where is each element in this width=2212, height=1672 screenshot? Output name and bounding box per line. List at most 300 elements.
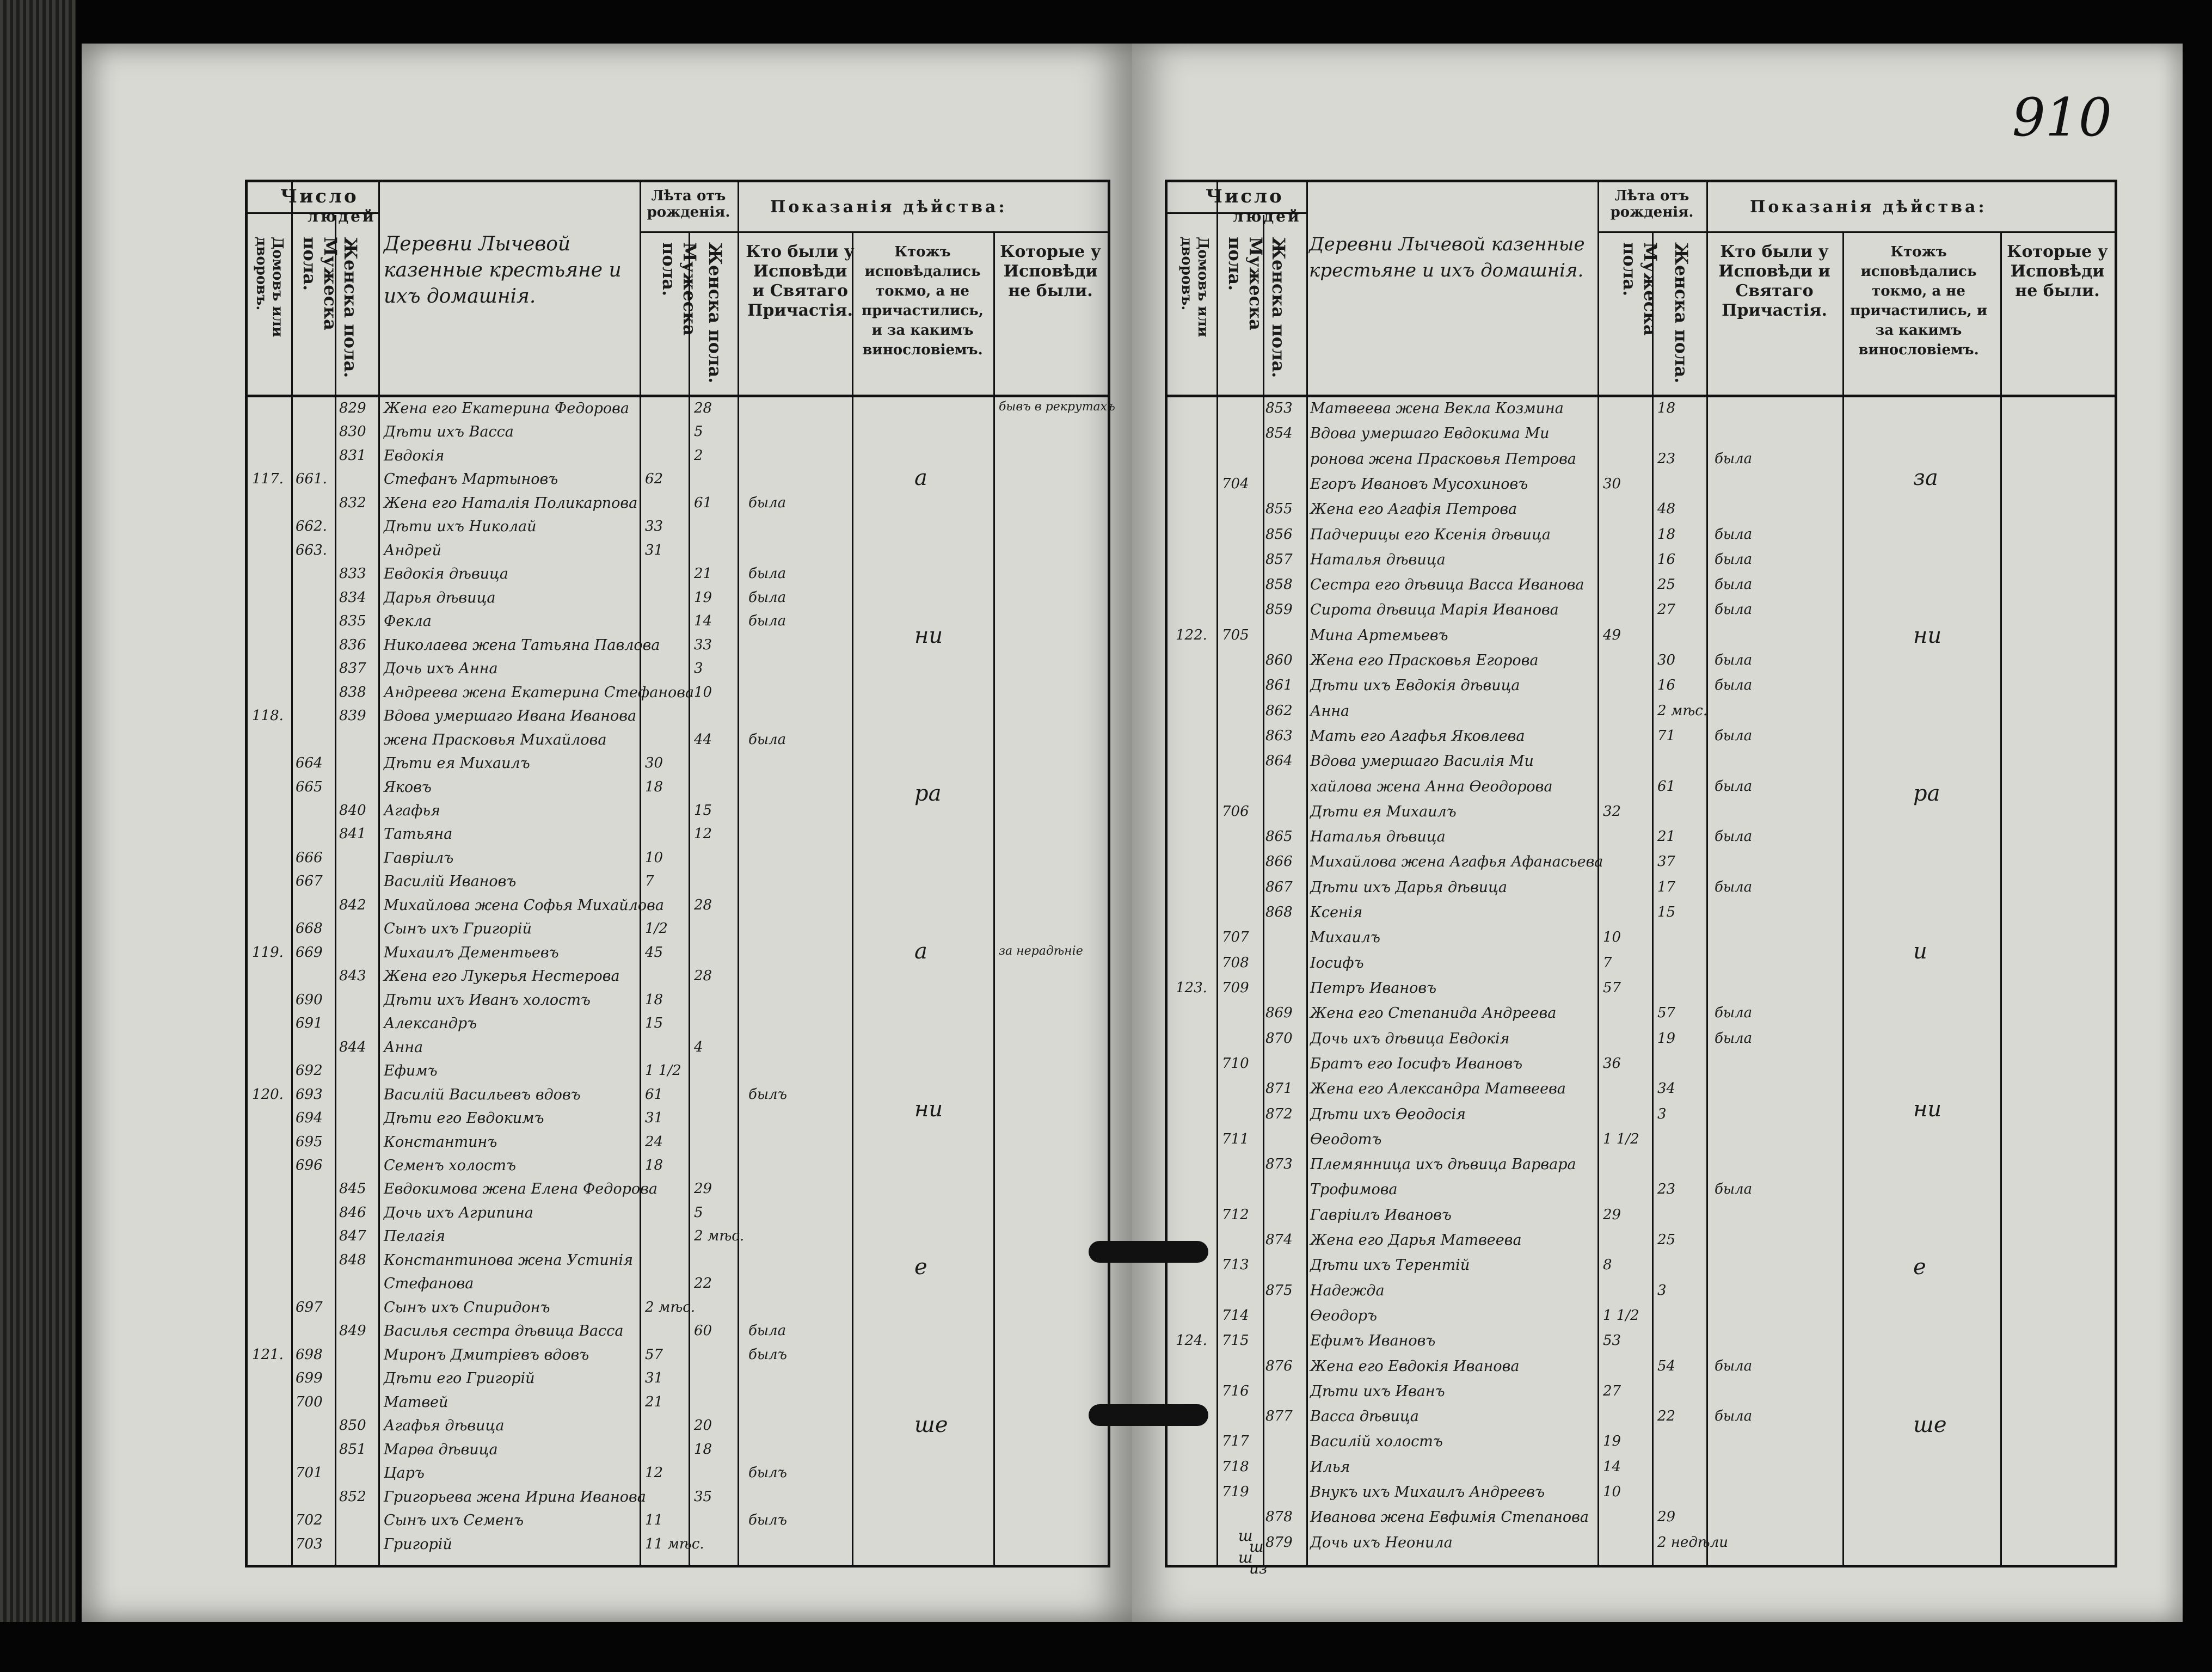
person-name: Дочь ихъ Анна xyxy=(384,660,498,678)
female-number: 841 xyxy=(339,826,366,843)
age-female: 18 xyxy=(694,1441,712,1458)
person-name: Наталья дѣвица xyxy=(1310,551,1446,568)
footer-note: ш xyxy=(1249,1538,1264,1556)
female-number: 853 xyxy=(1265,400,1293,416)
male-number: 707 xyxy=(1222,929,1249,946)
left-table xyxy=(245,180,1115,1568)
person-name: Сынъ ихъ Григорій xyxy=(384,920,532,938)
age-female: 10 xyxy=(694,684,712,700)
table-row xyxy=(1168,1383,2115,1403)
age-female: 16 xyxy=(1657,551,1676,568)
female-number: 833 xyxy=(339,565,366,582)
person-name: Василій холостъ xyxy=(1310,1433,1443,1450)
person-name: Іосифъ xyxy=(1310,954,1364,972)
age-female: 15 xyxy=(694,802,712,819)
age-male: 27 xyxy=(1603,1382,1621,1399)
male-number: 718 xyxy=(1222,1458,1249,1475)
table-row xyxy=(1168,778,2115,798)
table-row xyxy=(1168,955,2115,975)
person-name: Агафья дѣвица xyxy=(384,1417,505,1435)
person-name: Пелагія xyxy=(384,1228,445,1245)
person-name: Падчерицы его Ксенія дѣвица xyxy=(1310,526,1551,543)
person-name: Васса дѣвица xyxy=(1310,1408,1419,1425)
village-heading: Деревни Лычевой казенные крестьяне и ихъ домашнія. xyxy=(1309,233,1585,281)
table-row xyxy=(248,613,1108,633)
person-name: Надежда xyxy=(1310,1282,1385,1299)
person-name: Петръ Ивановъ xyxy=(1310,980,1437,997)
age-male: 45 xyxy=(645,944,663,961)
confessed-mark: была xyxy=(748,731,787,748)
age-male: 1/2 xyxy=(645,920,668,937)
village-heading: Деревни Лычевой казенные крестьяне и ихъ домашнія. xyxy=(384,233,622,308)
table-row xyxy=(1168,476,2115,496)
female-number: 875 xyxy=(1265,1282,1293,1299)
confessed-mark: была xyxy=(1715,526,1753,543)
age-male: 31 xyxy=(645,1110,663,1127)
folio-number: 910 xyxy=(2012,87,2112,148)
male-number: 709 xyxy=(1222,980,1249,996)
table-row xyxy=(1168,1156,2115,1176)
table-row xyxy=(248,992,1108,1012)
person-name: Михаилъ Дементьевъ xyxy=(384,944,559,961)
female-number: 848 xyxy=(339,1251,366,1268)
age-male: 15 xyxy=(645,1015,663,1032)
age-male: 30 xyxy=(1603,475,1621,492)
age-male: 31 xyxy=(645,542,663,558)
table-row xyxy=(248,637,1108,657)
age-female: 21 xyxy=(694,565,712,582)
female-number: 866 xyxy=(1265,853,1293,870)
table-row xyxy=(1168,1131,2115,1151)
person-name: ронова жена Прасковья Петрова xyxy=(1310,450,1576,468)
age-male-col-header: Мужеска пола. xyxy=(659,242,700,336)
table-row xyxy=(248,1086,1108,1107)
household-number: 117. xyxy=(252,471,284,488)
age-female: 23 xyxy=(1657,1181,1676,1198)
age-male: 49 xyxy=(1603,626,1621,643)
age-male: 33 xyxy=(645,518,663,535)
age-male: 19 xyxy=(1603,1433,1621,1450)
table-row xyxy=(1168,451,2115,471)
table-row xyxy=(248,518,1108,538)
female-col-header: Женска пола. xyxy=(1268,237,1289,378)
margin-mark: ни xyxy=(914,623,943,648)
age-male: 11 xyxy=(645,1512,663,1529)
age-male: 61 xyxy=(645,1086,663,1103)
table-row xyxy=(1168,853,2115,874)
table-row xyxy=(1168,627,2115,647)
male-number: 664 xyxy=(296,755,323,772)
age-male: 8 xyxy=(1603,1257,1612,1274)
person-name: Дѣти ея Михаилъ xyxy=(1310,803,1457,820)
table-row xyxy=(248,447,1108,468)
table-row xyxy=(248,850,1108,870)
table-row xyxy=(1168,904,2115,924)
not-confessed-col-header: Которые у Исповѣди не были. xyxy=(1000,242,1101,300)
person-name: Иванова жена Евфимія Степанова xyxy=(1310,1509,1589,1526)
male-number: 665 xyxy=(296,778,323,795)
person-name: Дѣти ихъ Дарья дѣвица xyxy=(1310,878,1508,896)
person-name: Стефанова xyxy=(384,1275,474,1293)
age-female: 28 xyxy=(694,896,712,913)
age-male: 29 xyxy=(1603,1206,1621,1223)
person-name: Дочь ихъ дѣвица Евдокія xyxy=(1310,1030,1510,1047)
female-number: 838 xyxy=(339,684,366,700)
male-number: 715 xyxy=(1222,1332,1249,1349)
household-number: 123. xyxy=(1176,980,1207,996)
age-male: 2 мѣс. xyxy=(645,1299,696,1316)
person-name: Дѣти ихъ Евдокія дѣвица xyxy=(1310,677,1520,694)
male-number: 668 xyxy=(296,920,323,937)
age-male: 1 1/2 xyxy=(645,1062,681,1079)
age-female: 19 xyxy=(1657,1030,1676,1047)
person-name: Дѣти ихъ Иванъ холостъ xyxy=(384,991,591,1009)
age-male: 36 xyxy=(1603,1055,1621,1072)
male-number: 712 xyxy=(1222,1206,1249,1223)
female-number: 863 xyxy=(1265,727,1293,744)
table-row xyxy=(248,732,1108,752)
confessed-mark: была xyxy=(1715,878,1753,895)
male-number: 692 xyxy=(296,1062,323,1079)
age-female: 48 xyxy=(1657,501,1676,518)
person-name: Сирота дѣвица Марія Иванова xyxy=(1310,601,1559,619)
male-number: 662. xyxy=(296,518,327,535)
person-name: Дѣти ихъ Николай xyxy=(384,518,537,536)
table-row xyxy=(248,1134,1108,1154)
male-number: 691 xyxy=(296,1015,323,1032)
age-male: 18 xyxy=(645,1157,663,1174)
person-name: Сестра его дѣвица Васса Иванова xyxy=(1310,576,1584,594)
person-name: Өеодоръ xyxy=(1310,1307,1378,1324)
margin-mark: е xyxy=(1913,1255,1926,1280)
table-row xyxy=(248,1512,1108,1532)
table-row xyxy=(1168,1080,2115,1101)
female-number: 859 xyxy=(1265,601,1293,618)
right-page xyxy=(1132,44,2183,1622)
confessed-mark: была xyxy=(1715,778,1753,795)
header-rule xyxy=(1597,231,1706,233)
person-name: Жена его Степанида Андреева xyxy=(1310,1005,1557,1022)
table-row xyxy=(248,1015,1108,1035)
age-female: 18 xyxy=(1657,526,1676,543)
male-number: 690 xyxy=(296,991,323,1008)
person-name: Жена его Прасковья Егорова xyxy=(1310,652,1539,669)
age-male: 53 xyxy=(1603,1332,1621,1349)
table-row xyxy=(1168,551,2115,571)
table-row xyxy=(1168,728,2115,748)
male-number: 702 xyxy=(296,1512,323,1529)
table-row xyxy=(1168,1257,2115,1277)
age-female: 5 xyxy=(694,1204,703,1221)
person-name: Наталья дѣвица xyxy=(1310,828,1446,846)
table-row xyxy=(1168,803,2115,823)
margin-mark: ше xyxy=(914,1412,948,1437)
table-row xyxy=(1168,1459,2115,1479)
female-number: 847 xyxy=(339,1228,366,1245)
confessed-only-col-header: Ктожъ исповѣдались токмо, а не причастились, и за какимъ винословіемъ. xyxy=(1850,244,1988,358)
household-number: 119. xyxy=(252,944,284,961)
people-group-label: людей xyxy=(308,207,376,225)
person-name: Царъ xyxy=(384,1465,425,1482)
table-row xyxy=(1168,1030,2115,1050)
female-number: 842 xyxy=(339,896,366,913)
header-rule xyxy=(1168,212,1306,214)
table-row xyxy=(1168,703,2115,723)
table-row xyxy=(248,1157,1108,1177)
age-female: 2 xyxy=(694,447,703,464)
confessed-mark: была xyxy=(1715,828,1753,845)
age-female: 61 xyxy=(1657,778,1676,795)
confessed-mark: была xyxy=(748,1323,787,1339)
margin-mark: ни xyxy=(1913,623,1942,648)
person-name: Николаева жена Татьяна Павлова xyxy=(384,636,660,654)
table-row xyxy=(1168,828,2115,849)
male-number: 695 xyxy=(296,1133,323,1150)
binding-string xyxy=(1089,1404,1208,1426)
age-female: 2 мѣс. xyxy=(694,1228,745,1245)
margin-mark: ни xyxy=(914,1097,943,1122)
confessed-mark: была xyxy=(1715,727,1753,744)
footer-note: ш xyxy=(1238,1548,1253,1566)
female-number: 830 xyxy=(339,423,366,440)
margin-mark: за xyxy=(1913,465,1938,490)
confessed-mark: была xyxy=(748,565,787,582)
confessed-mark: была xyxy=(1715,601,1753,618)
age-male: 18 xyxy=(645,991,663,1008)
table-row xyxy=(1168,501,2115,521)
age-male: 7 xyxy=(1603,954,1612,971)
confessed-mark: былъ xyxy=(748,1512,787,1529)
person-name: Жена его Александра Матвеева xyxy=(1310,1080,1566,1098)
male-number: 713 xyxy=(1222,1257,1249,1274)
table-row xyxy=(1168,1282,2115,1302)
age-female: 16 xyxy=(1657,677,1676,694)
table-row xyxy=(1168,1207,2115,1227)
female-number: 872 xyxy=(1265,1105,1293,1122)
table-row xyxy=(248,1347,1108,1367)
person-name: Мина Артемьевъ xyxy=(1310,626,1448,644)
table-row xyxy=(248,542,1108,562)
age-female: 17 xyxy=(1657,878,1676,895)
male-number: 667 xyxy=(296,873,323,890)
households-col-header: Домовъ или дворовъ. xyxy=(253,237,286,337)
age-female: 3 xyxy=(1657,1282,1667,1299)
table-row xyxy=(248,1275,1108,1295)
person-name: Вдова умершаго Василія Ми xyxy=(1310,753,1534,770)
table-row xyxy=(1168,1358,2115,1378)
footer-note: ш xyxy=(1238,1527,1253,1545)
person-name: Мать его Агафья Яковлева xyxy=(1310,727,1525,745)
age-male: 10 xyxy=(645,849,663,866)
female-number: 857 xyxy=(1265,551,1293,568)
age-male: 31 xyxy=(645,1370,663,1387)
person-name: Евдокимова жена Елена Федорова xyxy=(384,1181,658,1198)
confessed-mark: былъ xyxy=(748,1086,787,1103)
table-row xyxy=(248,1394,1108,1414)
table-row xyxy=(248,944,1108,964)
male-number: 693 xyxy=(296,1086,323,1103)
person-name: Жена его Агафія Петрова xyxy=(1310,501,1517,518)
person-name: Дарья дѣвица xyxy=(384,589,496,606)
table-row xyxy=(248,471,1108,491)
age-female: 2 недѣли xyxy=(1657,1534,1729,1551)
male-number: 661. xyxy=(296,471,327,488)
male-number: 700 xyxy=(296,1393,323,1410)
age-female: 23 xyxy=(1657,450,1676,467)
male-number: 663. xyxy=(296,542,327,558)
female-number: 877 xyxy=(1265,1408,1293,1425)
age-female: 37 xyxy=(1657,853,1676,870)
person-name: Гавріилъ xyxy=(384,849,454,866)
age-female: 3 xyxy=(1657,1105,1667,1122)
table-row xyxy=(248,1299,1108,1319)
female-number: 862 xyxy=(1265,702,1293,719)
person-name: Ефимъ xyxy=(384,1062,438,1080)
age-female-col-header: Женска пола. xyxy=(705,242,726,384)
female-number: 858 xyxy=(1265,576,1293,593)
person-name: Внукъ ихъ Михаилъ Андреевъ xyxy=(1310,1484,1545,1501)
person-name: Дѣти ихъ Иванъ xyxy=(1310,1382,1445,1400)
age-male: 21 xyxy=(645,1393,663,1410)
age-female: 4 xyxy=(694,1038,703,1055)
age-female: 57 xyxy=(1657,1005,1676,1022)
table-row xyxy=(248,1204,1108,1225)
female-number: 836 xyxy=(339,636,366,653)
female-number: 844 xyxy=(339,1038,366,1055)
male-number: 701 xyxy=(296,1465,323,1482)
table-row xyxy=(1168,1181,2115,1201)
person-name: Дѣти ихъ Өеодосія xyxy=(1310,1105,1466,1123)
person-name: Матвеева жена Векла Козмина xyxy=(1310,400,1564,417)
binding-string xyxy=(1089,1241,1208,1263)
table-row xyxy=(248,1441,1108,1461)
age-female: 12 xyxy=(694,826,712,843)
table-row xyxy=(1168,677,2115,697)
age-group-label: Лѣта отъ рожденія. xyxy=(647,188,730,220)
table-row xyxy=(1168,526,2115,546)
confessed-mark: была xyxy=(1715,1030,1753,1047)
male-number: 717 xyxy=(1222,1433,1249,1450)
left-table-header xyxy=(248,182,1108,397)
table-row xyxy=(248,1110,1108,1130)
person-name: жена Прасковья Михайлова xyxy=(384,731,607,748)
female-number: 834 xyxy=(339,589,366,606)
female-number: 854 xyxy=(1265,425,1293,442)
age-male: 57 xyxy=(1603,980,1621,996)
table-row xyxy=(248,1417,1108,1437)
person-name: Григорьева жена Ирина Иванова xyxy=(384,1488,646,1505)
person-name: Константинова жена Устинія xyxy=(384,1251,634,1269)
table-row xyxy=(248,1252,1108,1272)
table-row xyxy=(1168,1232,2115,1252)
person-name: Племянница ихъ дѣвица Варвара xyxy=(1310,1156,1576,1173)
female-col-header: Женска пола. xyxy=(340,237,361,378)
table-row xyxy=(248,684,1108,704)
age-female: 28 xyxy=(694,968,712,985)
female-number: 839 xyxy=(339,708,366,724)
age-male: 1 1/2 xyxy=(1603,1130,1639,1147)
person-name: Агафья xyxy=(384,802,440,819)
female-number: 856 xyxy=(1265,526,1293,543)
table-row xyxy=(248,1062,1108,1083)
margin-mark: ра xyxy=(1913,781,1940,806)
age-male: 10 xyxy=(1603,929,1621,946)
person-name: Дѣти его Евдокимъ xyxy=(384,1110,544,1127)
table-row xyxy=(248,1039,1108,1059)
male-number: 706 xyxy=(1222,803,1249,820)
age-male-col-header: Мужеска пола. xyxy=(1619,242,1661,336)
table-row xyxy=(1168,1332,2115,1353)
header-rule xyxy=(640,231,738,233)
households-col-header: Домовъ или дворовъ. xyxy=(1178,237,1211,337)
margin-mark: а xyxy=(914,465,927,490)
table-row xyxy=(248,1228,1108,1248)
person-name: Ефимъ Ивановъ xyxy=(1310,1332,1436,1350)
female-number: 879 xyxy=(1265,1534,1293,1551)
confessed-mark: была xyxy=(1715,1408,1753,1425)
person-name: Дѣти ихъ Терентій xyxy=(1310,1257,1470,1274)
person-name: Дочь ихъ Агрипина xyxy=(384,1204,533,1221)
female-number: 846 xyxy=(339,1204,366,1221)
female-number: 865 xyxy=(1265,828,1293,845)
female-number: 870 xyxy=(1265,1030,1293,1047)
person-name: Евдокія дѣвица xyxy=(384,565,508,583)
person-name: Андреева жена Екатерина Стефанова xyxy=(384,684,695,701)
person-name: Василій Ивановъ xyxy=(384,873,517,890)
age-female: 25 xyxy=(1657,576,1676,593)
person-name: Василій Васильевъ вдовъ xyxy=(384,1086,581,1103)
female-number: 855 xyxy=(1265,501,1293,518)
female-number: 876 xyxy=(1265,1357,1293,1374)
table-row xyxy=(248,400,1115,420)
table-row xyxy=(1168,601,2115,622)
table-row xyxy=(1168,1005,2115,1025)
age-female-col-header: Женска пола. xyxy=(1671,242,1692,384)
person-name: Андрей xyxy=(384,542,441,559)
person-name: Гавріилъ Ивановъ xyxy=(1310,1206,1452,1224)
age-female: 44 xyxy=(694,731,712,748)
age-female: 21 xyxy=(1657,828,1676,845)
table-row xyxy=(1168,929,2115,949)
table-row xyxy=(248,495,1108,515)
person-name: Братъ его Іосифъ Ивановъ xyxy=(1310,1055,1523,1072)
male-number: 705 xyxy=(1222,626,1249,643)
person-name: Анна xyxy=(1310,702,1350,720)
table-row xyxy=(1168,425,2115,445)
confessed-mark: была xyxy=(1715,1005,1753,1022)
table-row xyxy=(248,1370,1108,1390)
person-name: Михайлова жена Агафья Афанасьева xyxy=(1310,853,1603,871)
female-number: 867 xyxy=(1265,878,1293,895)
actions-group-label: Показанія дѣйства: xyxy=(770,198,1007,217)
female-number: 852 xyxy=(339,1488,366,1505)
table-row xyxy=(248,897,1108,917)
male-number: 716 xyxy=(1222,1382,1249,1399)
age-male: 18 xyxy=(645,778,663,795)
female-number: 861 xyxy=(1265,677,1293,694)
male-number: 710 xyxy=(1222,1055,1249,1072)
age-female: 60 xyxy=(694,1323,712,1339)
table-row xyxy=(1168,576,2115,597)
age-female: 71 xyxy=(1657,727,1676,744)
male-number: 694 xyxy=(296,1110,323,1127)
margin-mark: ше xyxy=(1913,1412,1947,1437)
margin-mark: ни xyxy=(1913,1097,1942,1122)
female-number: 864 xyxy=(1265,753,1293,770)
table-row xyxy=(1168,652,2115,672)
age-female: 22 xyxy=(694,1275,712,1292)
person-name: Василья сестра дѣвица Васса xyxy=(384,1323,624,1340)
